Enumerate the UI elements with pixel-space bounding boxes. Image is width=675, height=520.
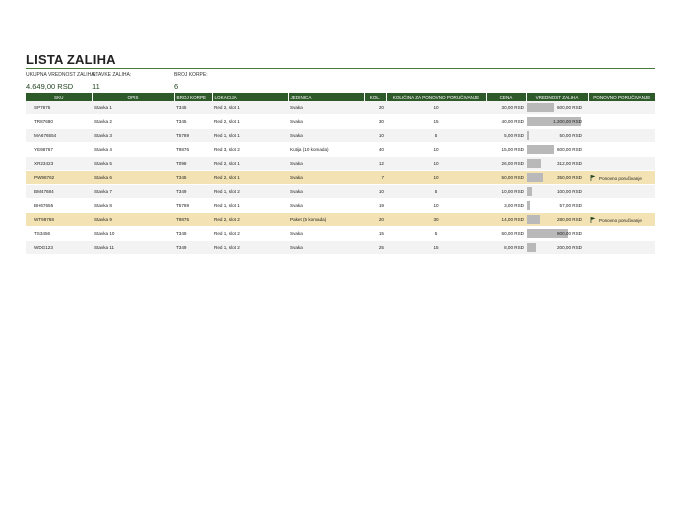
table-row[interactable]: [26, 185, 655, 199]
inventory-value-cell: [526, 185, 588, 199]
col-header-bin[interactable]: BROJ KORPE: [174, 93, 212, 101]
location-cell: Red 1, slot 1: [212, 129, 288, 143]
inventory-value-cell: [526, 213, 588, 227]
unit-cell: Svaka: [288, 171, 364, 185]
items-count: 11: [92, 82, 100, 91]
price-cell: 15,00 RSD: [486, 143, 526, 157]
table-row[interactable]: [26, 157, 655, 171]
col-header-qty[interactable]: KOL.: [364, 93, 386, 101]
table-row[interactable]: [26, 227, 655, 241]
qty-cell: 12: [364, 157, 386, 171]
bin-cell: T9875: [174, 213, 212, 227]
sku-cell: YE98767: [26, 143, 92, 157]
location-cell: Red 2, slot 1: [212, 171, 288, 185]
total-value: 4.649,00 RSD: [26, 82, 74, 91]
value-text: 50,00 RSD: [559, 133, 582, 138]
value-text: 280,00 RSD: [556, 217, 582, 222]
reorder-cell: [588, 143, 655, 157]
bin-cell: T349: [174, 227, 212, 241]
description-cell: Stavka 8: [92, 199, 174, 213]
bin-cell: T9876: [174, 143, 212, 157]
qty-cell: 40: [364, 143, 386, 157]
col-header-reorder-qty[interactable]: KOLIČINA ZA PONOVNO PORUČIVANJE: [386, 93, 486, 101]
unit-cell: Svaka: [288, 101, 364, 115]
price-cell: 10,00 RSD: [486, 185, 526, 199]
location-cell: Red 1, slot 2: [212, 227, 288, 241]
table-row[interactable]: [26, 143, 655, 157]
reorder-qty-cell: 5: [386, 227, 486, 241]
qty-cell: 25: [364, 241, 386, 255]
sku-cell: TR87680: [26, 115, 92, 129]
unit-cell: Svaka: [288, 185, 364, 199]
price-cell: 5,00 RSD: [486, 129, 526, 143]
qty-cell: 20: [364, 213, 386, 227]
col-header-sku[interactable]: SKU: [26, 93, 92, 101]
sku-cell: XR23423: [26, 157, 92, 171]
price-cell: 40,00 RSD: [486, 115, 526, 129]
col-header-price[interactable]: CENA: [486, 93, 526, 101]
col-header-reorder[interactable]: PONOVNO PORUČIVANJE: [588, 93, 655, 101]
bins-count: 6: [174, 82, 179, 91]
description-cell: Stavka 9: [92, 213, 174, 227]
unit-cell: Kutija (10 komada): [288, 143, 364, 157]
reorder-cell: [588, 101, 655, 115]
col-header-unit[interactable]: JEDINICA: [288, 93, 364, 101]
reorder-cell: [588, 129, 655, 143]
value-text: 1.200,00 RSD: [553, 119, 582, 124]
value-text: 350,00 RSD: [556, 175, 582, 180]
summary-total: [26, 72, 96, 91]
reorder-qty-cell: 30: [386, 213, 486, 227]
inventory-value-cell: [526, 227, 588, 241]
price-cell: 14,00 RSD: [486, 213, 526, 227]
qty-cell: 15: [364, 227, 386, 241]
items-count-label: STAVKE ZALIHA:: [92, 72, 132, 78]
qty-cell: 7: [364, 171, 386, 185]
col-header-description[interactable]: OPIS: [92, 93, 174, 101]
location-cell: Red 1, slot 2: [212, 241, 288, 255]
value-text: 900,00 RSD: [556, 231, 582, 236]
location-cell: Red 3, slot 2: [212, 143, 288, 157]
description-cell: Stavka 7: [92, 185, 174, 199]
value-text: 57,00 RSD: [559, 203, 582, 208]
bin-cell: T345: [174, 115, 212, 129]
reorder-qty-cell: 5: [386, 185, 486, 199]
description-cell: Stavka 4: [92, 143, 174, 157]
inventory-value-cell: [526, 129, 588, 143]
sku-cell: WDG123: [26, 241, 92, 255]
qty-cell: 10: [364, 185, 386, 199]
value-text: 600,00 RSD: [556, 147, 582, 152]
description-cell: Stavka 5: [92, 157, 174, 171]
description-cell: Stavka 3: [92, 129, 174, 143]
value-text: 200,00 RSD: [556, 245, 582, 250]
inventory-value-cell: [526, 199, 588, 213]
inventory-value-cell: [526, 171, 588, 185]
unit-cell: Paket (5 komada): [288, 213, 364, 227]
reorder-text: Ponovno poručivanje: [599, 175, 642, 181]
reorder-qty-cell: 15: [386, 115, 486, 129]
price-cell: 26,00 RSD: [486, 157, 526, 171]
bin-cell: T5789: [174, 129, 212, 143]
summary-items: [92, 72, 131, 91]
reorder-cell: [588, 241, 655, 255]
inventory-value-cell: [526, 241, 588, 255]
reorder-cell: [588, 227, 655, 241]
price-cell: 60,00 RSD: [486, 227, 526, 241]
reorder-qty-cell: 10: [386, 101, 486, 115]
table-row[interactable]: [26, 199, 655, 213]
reorder-qty-cell: 5: [386, 129, 486, 143]
unit-cell: Svaka: [288, 157, 364, 171]
flag-icon: [590, 175, 596, 181]
bin-cell: T345: [174, 171, 212, 185]
summary-bins: [174, 72, 208, 91]
col-header-inventory-value[interactable]: VREDNOST ZALIHA: [526, 93, 588, 101]
unit-cell: Svaka: [288, 241, 364, 255]
reorder-qty-cell: 10: [386, 171, 486, 185]
bins-count-label: BROJ KORPE:: [174, 72, 208, 78]
inventory-value-cell: [526, 101, 588, 115]
table-row[interactable]: [26, 101, 655, 115]
bin-cell: T345: [174, 101, 212, 115]
reorder-cell: [588, 157, 655, 171]
sku-cell: BH67655: [26, 199, 92, 213]
price-cell: 8,00 RSD: [486, 241, 526, 255]
unit-cell: Svaka: [288, 227, 364, 241]
description-cell: Stavka 11: [92, 241, 174, 255]
sku-cell: MA676554: [26, 129, 92, 143]
description-cell: Stavka 6: [92, 171, 174, 185]
unit-cell: Svaka: [288, 129, 364, 143]
table-row[interactable]: [26, 171, 655, 185]
reorder-qty-cell: 15: [386, 241, 486, 255]
reorder-qty-cell: 10: [386, 199, 486, 213]
location-cell: Red 2, slot 2: [212, 213, 288, 227]
bin-cell: T349: [174, 241, 212, 255]
location-cell: Red 2, slot 1: [212, 101, 288, 115]
page-title: LISTA ZALIHA: [26, 52, 116, 67]
flag-icon: [590, 217, 596, 223]
bin-cell: T5789: [174, 199, 212, 213]
reorder-cell: [588, 213, 655, 227]
value-text: 100,00 RSD: [556, 189, 582, 194]
qty-cell: 19: [364, 199, 386, 213]
price-cell: 3,00 RSD: [486, 199, 526, 213]
col-header-location[interactable]: LOKACIJA: [212, 93, 288, 101]
sku-cell: SP7875: [26, 101, 92, 115]
location-cell: Red 1, slot 2: [212, 185, 288, 199]
table-header-row: [26, 93, 655, 101]
bin-cell: T349: [174, 185, 212, 199]
reorder-qty-cell: 10: [386, 143, 486, 157]
title-divider: [26, 68, 655, 69]
table-row[interactable]: [26, 241, 655, 255]
table-row[interactable]: [26, 129, 655, 143]
value-text: 600,00 RSD: [556, 105, 582, 110]
inventory-value-cell: [526, 143, 588, 157]
reorder-qty-cell: 10: [386, 157, 486, 171]
sku-cell: BM47684: [26, 185, 92, 199]
reorder-cell: [588, 115, 655, 129]
total-value-label: UKUPNA VREDNOST ZALIHA:: [26, 72, 96, 78]
sku-cell: TS3456: [26, 227, 92, 241]
reorder-text: Ponovno poručivanje: [599, 217, 642, 223]
location-cell: Red 2, slot 1: [212, 115, 288, 129]
table-row[interactable]: [26, 115, 655, 129]
reorder-cell: [588, 171, 655, 185]
inventory-value-cell: [526, 157, 588, 171]
description-cell: Stavka 2: [92, 115, 174, 129]
price-cell: 30,00 RSD: [486, 101, 526, 115]
table-row[interactable]: [26, 213, 655, 227]
description-cell: Stavka 10: [92, 227, 174, 241]
price-cell: 50,00 RSD: [486, 171, 526, 185]
reorder-cell: [588, 185, 655, 199]
unit-cell: Svaka: [288, 115, 364, 129]
qty-cell: 20: [364, 101, 386, 115]
qty-cell: 10: [364, 129, 386, 143]
inventory-table: [26, 93, 655, 255]
location-cell: Red 1, slot 1: [212, 199, 288, 213]
reorder-cell: [588, 199, 655, 213]
sku-cell: PW98762: [26, 171, 92, 185]
location-cell: Red 2, slot 1: [212, 157, 288, 171]
unit-cell: Svaka: [288, 199, 364, 213]
bin-cell: T098: [174, 157, 212, 171]
sku-cell: WT98768: [26, 213, 92, 227]
value-text: 312,00 RSD: [556, 161, 582, 166]
inventory-value-cell: [526, 115, 588, 129]
description-cell: Stavka 1: [92, 101, 174, 115]
qty-cell: 30: [364, 115, 386, 129]
